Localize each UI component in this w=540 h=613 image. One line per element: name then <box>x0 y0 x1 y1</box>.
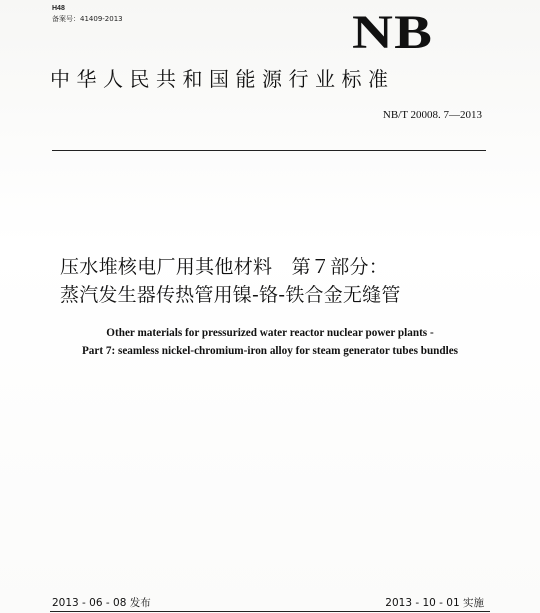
issuing-authority: 中华人民共和国能源行业标准 <box>50 67 395 91</box>
nb-logo: NB <box>352 6 434 59</box>
title-english-line-1: Other materials for pressurized water reactor nuclear power plants - <box>106 327 434 339</box>
issue-date: 2013 - 06 - 08 发布 <box>52 597 151 609</box>
footer-divider <box>50 611 490 612</box>
header-divider <box>52 150 486 151</box>
implementation-date: 2013 - 10 - 01 实施 <box>385 597 484 609</box>
filing-number: 备案号：41409-2013 <box>52 15 123 23</box>
title-chinese-line-2: 蒸汽发生器传热管用镍-铬-铁合金无缝管 <box>60 284 401 306</box>
ics-code: H48 <box>52 5 65 12</box>
title-english-line-2: Part 7: seamless nickel-chromium-iron alloy for steam generator tubes bundles <box>81 345 459 357</box>
standard-number: NB/T 20008. 7—2013 <box>382 109 482 121</box>
title-chinese-line-1: 压水堆核电厂用其他材料 第７部分： <box>60 256 389 278</box>
